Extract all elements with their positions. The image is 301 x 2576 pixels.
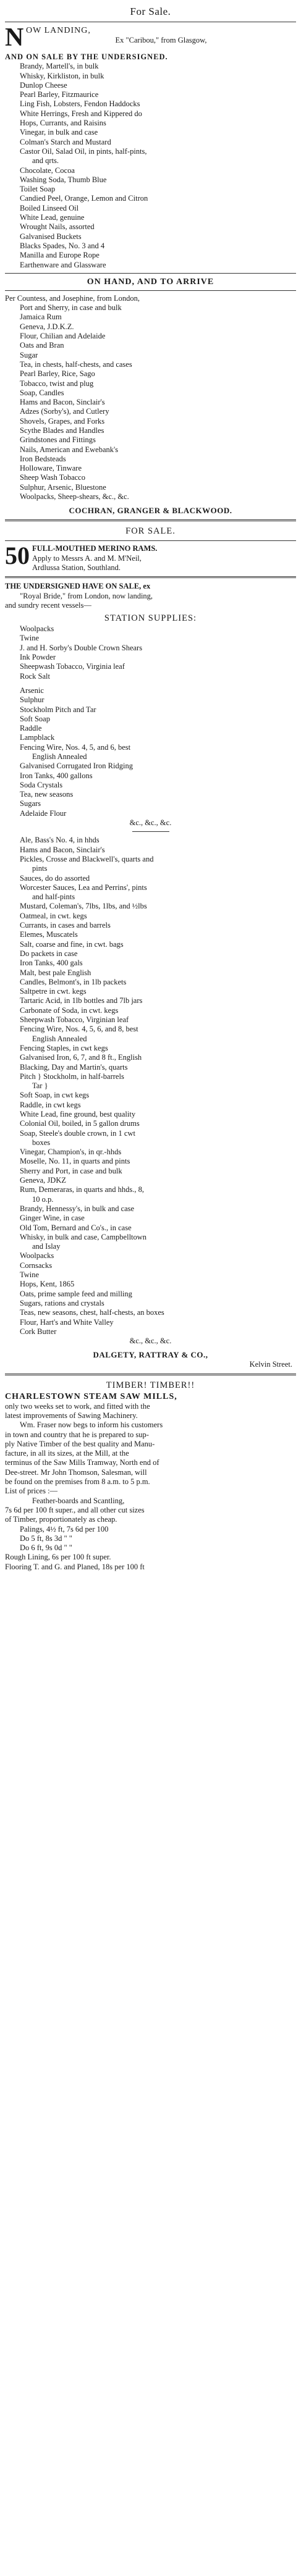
list-item: Iron Tanks, 400 gals [20,959,83,968]
list-item: Hops, Kent, 1865 [20,1280,75,1289]
divider [5,540,296,541]
list-item: Flour, Hart's and White Valley [20,1317,114,1327]
list-item: Toilet Soap [20,185,56,194]
list-item: Tobacco, twist and plug [20,379,94,388]
list-item: Brandy, Hennessy's, in bulk and case [20,1204,135,1213]
list-item: pints [32,864,48,873]
list-item: &c., &c., &c. [129,818,172,828]
list-item: Palings, 4½ ft, 7s 6d per 100 [20,1524,109,1533]
list-item: Elemes, Muscatels [20,930,78,939]
dalgety-intro-line: and sundry recent vessels— [5,600,91,610]
list-item: Salt, coarse and fine, in cwt. bags [20,939,124,949]
list-item: Raddle, in cwt kegs [20,1100,81,1109]
list-item: Lampblack [20,733,55,742]
list-item: Sulphur, Arsenic, Bluestone [20,482,106,492]
divider [5,290,296,291]
list-item: Nails, American and Ewebank's [20,445,119,454]
list-item: in town and country that he is prepared to sup- [5,1430,149,1439]
list-item: Blacks Spades, No. 3 and 4 [20,241,105,250]
list-item: Twine [20,1270,40,1280]
list-item: Colman's Starch and Mustard [20,137,111,146]
list-item: Pickles, Crosse and Blackwell's, quarts and [20,854,154,863]
list-item: only two weeks set to work, and fitted with the [5,1401,150,1411]
list-item: Soda Crystals [20,780,63,789]
list-item: White Lead, fine ground, best quality [20,1109,136,1118]
list-item: Carbonate of Soda, in cwt. kegs [20,1005,119,1015]
list-item: Raddle [20,724,42,733]
list-item: Sugar [20,350,38,359]
timber-advert [5,1379,296,1572]
list-item: Galvanised Corrugated Iron Ridging [20,761,133,771]
list-item: Fencing Wire, Nos. 4, 5, and 6, best [20,742,131,752]
list-item: White Lead, genuine [20,213,85,222]
list-item: Pearl Barley, Fitzmaurice [20,90,99,99]
list-item: Arsenic [20,686,44,695]
landing-items-list [5,62,296,270]
list-item: Adelaide Flour [20,808,67,818]
list-item: Do packets in case [20,949,78,958]
list-item: Woolpacks, Sheep-shears, &c., &c. [20,492,129,501]
list-item: be found on the premises from 8 a.m. to 5 p.m. [5,1477,150,1487]
list-item: Stockholm Pitch and Tar [20,705,96,714]
list-item: Holloware, Tinware [20,464,82,473]
list-item: Sugars [20,799,41,808]
list-item: Sherry and Port, in case and bulk [20,1166,122,1175]
general-items-list [5,836,296,1346]
dalgety-intro-line: THE UNDERSIGNED HAVE ON SALE, ex [5,582,151,591]
list-item: Earthenware and Glassware [20,260,106,269]
timber-body [5,1391,296,1572]
rams-advert [5,525,296,573]
station-items-list [5,624,296,828]
list-item: List of prices :— [5,1487,58,1496]
list-item: Soap, Candles [20,388,64,397]
list-item: Wm. Fraser now begs to inform his customers [20,1420,163,1430]
list-item: of Timber, proportionately as cheap. [5,1515,117,1524]
list-item: Hops, Currants, and Raisins [20,119,106,128]
list-item: Sugars, rations and crystals [20,1298,104,1307]
list-item: Woolpacks [20,1251,54,1261]
dalgety-advert [5,582,296,1369]
list-item: CHARLESTOWN STEAM SAW MILLS, [5,1391,177,1401]
cochran-advert [5,25,296,516]
list-item: Tea, new seasons [20,790,74,799]
list-item: Oatmeal, in cwt. kegs [20,911,87,920]
list-item: Iron Tanks, 400 gallons [20,771,93,780]
list-item: Tar } [32,1081,48,1091]
list-item: Soft Soap, in cwt kegs [20,1091,90,1100]
list-item: Ale, Bass's No. 4, in hhds [20,836,100,845]
now-landing-heading: OW LANDING, [26,26,91,35]
list-item: Worcester Sauces, Lea and Perrins', pints [20,883,147,892]
list-item: Chocolate, Cocoa [20,166,75,175]
list-item [5,681,296,686]
divider [5,576,296,578]
list-item: Boiled Linseed Oil [20,203,79,212]
list-item: latest improvements of Sawing Machinery. [5,1411,138,1420]
list-item: Soft Soap [20,714,50,723]
list-item: Hams and Bacon, Sinclair's [20,845,105,854]
short-divider [132,831,169,832]
advertiser-address: Kelvin Street. [249,1360,292,1369]
list-item: Sauces, do do assorted [20,873,90,883]
list-item: Blacking, Day and Martin's, quarts [20,1062,128,1072]
list-item: Galvanised Iron, 6, 7, and 8 ft., English [20,1053,142,1062]
list-item: Do 6 ft, 9s 0d " " [20,1543,72,1553]
rams-line: Ardlussa Station, Southland. [32,563,121,572]
list-item: Flooring T. and G. and Planed, 18s per 100 ft [5,1562,145,1571]
list-item: Do 5 ft, 8s 3d " " [20,1533,72,1543]
list-item: Galvanised Buckets [20,232,82,241]
list-item: Oats, prime sample feed and milling [20,1289,132,1298]
list-item: &c., &c., &c. [129,1336,172,1346]
list-item: Tartaric Acid, in 1lb bottles and 7lb jars [20,996,143,1005]
list-item: and Islay [32,1242,61,1251]
list-item: Rough Lining, 6s per 100 ft super. [5,1553,111,1562]
list-item: Mustard, Coleman's, 7lbs, 1lbs, and ½lbs [20,902,147,911]
list-item: Rock Salt [20,671,50,681]
list-item: Teas, new seasons, chest, half-chests, an boxes [20,1308,164,1317]
list-item: Ling Fish, Lobsters, Fendon Haddocks [20,99,140,109]
list-item: Vinegar, Champion's, in qr.-hhds [20,1147,122,1157]
sale-line: AND ON SALE BY THE UNDERSIGNED. [5,52,168,61]
list-item: J. and H. Sorby's Double Crown Shears [20,643,143,652]
list-item: Manilla and Europe Rope [20,251,100,260]
list-item: Castor Oil, Salad Oil, in pints, half-pints, [20,146,147,156]
list-item: terminus of the Saw Mills Tramway, North end of [5,1458,159,1467]
list-item: Whisky, in bulk and case, Campbelltown [20,1232,147,1241]
list-item: Dunlop Cheese [20,80,67,90]
rams-body [5,544,296,573]
rams-heading: FOR SALE. [125,526,176,537]
list-item: Shovels, Grapes, and Forks [20,416,105,426]
list-item: Moselle, No. 11, in quarts and pints [20,1157,130,1166]
list-item: Washing Soda, Thumb Blue [20,175,107,184]
list-item: Malt, best pale English [20,968,91,977]
list-item: Sheepwash Tobacco, Virginian leaf [20,1015,129,1025]
page-title: For Sale. [130,6,171,17]
list-item: Hams and Bacon, Sinclair's [20,398,105,407]
advertiser-signature: COCHRAN, GRANGER & BLACKWOOD. [69,506,232,516]
list-item: Candles, Belmont's, in 1lb packets [20,977,127,986]
divider [5,1374,296,1375]
list-item: Flour, Chilian and Adelaide [20,332,106,341]
station-supplies-heading: STATION SUPPLIES: [104,613,197,624]
list-item: Feather-boards and Scantling, [32,1496,125,1505]
list-item: Sheep Wash Tobacco [20,473,85,482]
list-item: and half-pints [32,892,75,902]
on-hand-heading: ON HAND, AND TO ARRIVE [87,277,214,287]
list-item: Vinegar, in bulk and case [20,128,98,137]
list-item: Ink Powder [20,653,56,662]
list-item: 10 o.p. [32,1194,54,1204]
list-item: Sulphur [20,695,45,705]
on-hand-items-list [5,294,296,502]
list-item: English Annealed [32,1034,87,1043]
ship-line: Ex "Caribou," from Glasgow, [115,36,207,44]
list-item: Brandy, Martell's, in bulk [20,62,99,71]
list-item: Geneva, J.D.K.Z. [20,322,74,331]
list-item: Old Tom, Bernard and Co's., in case [20,1223,132,1232]
list-item: Currants, in cases and barrels [20,921,111,930]
list-item: ply Native Timber of the best quality and Manu- [5,1439,155,1448]
list-item: 7s 6d per 100 ft super., and all other cut sizes [5,1505,145,1514]
list-item: Port and Sherry, in case and bulk [20,303,122,313]
list-item: Oats and Bran [20,341,64,350]
list-item: Geneva, JDKZ [20,1176,66,1185]
list-item: English Annealed [32,752,87,761]
list-item: and qrts. [32,156,59,166]
list-item: Adzes (Sorby's), and Cutlery [20,407,109,416]
list-item: Grindstones and Fittings [20,435,96,445]
list-item: Fencing Staples, in cwt kegs [20,1043,108,1052]
list-item: facture, in all its sizes, at the Mill, at the [5,1449,129,1458]
list-item: Whisky, Kirkliston, in bulk [20,71,104,80]
list-item: Candied Peel, Orange, Lemon and Citron [20,194,148,203]
list-item: Wrought Nails, assorted [20,222,95,232]
divider [5,519,296,521]
list-item: Soap, Steele's double crown, in 1 cwt [20,1128,135,1138]
rams-line: Apply to Messrs A. and M. M'Neil, [32,553,142,563]
list-item: Tea, in chests, half-chests, and cases [20,359,132,369]
list-item: Iron Bedsteads [20,454,66,463]
list-item: Colonial Oil, boiled, in 5 gallon drums [20,1119,140,1128]
list-item: Sheepwash Tobacco, Virginia leaf [20,662,125,671]
list-item: Ginger Wine, in case [20,1214,85,1223]
list-item: boxes [32,1138,51,1147]
list-item: Per Countess, and Josephine, from London, [5,293,140,303]
list-item: Rum, Demeraras, in quarts and hhds., 8, [20,1185,145,1194]
list-item: Fencing Wire, Nos. 4, 5, 6, and 8, best [20,1025,138,1034]
divider [5,273,296,274]
list-item: Dee-street. Mr John Thomson, Salesman, will [5,1467,147,1477]
rams-count: 50 [5,544,30,570]
list-item: Woolpacks [20,624,54,634]
rams-line: FULL-MOUTHED MERINO RAMS. [32,544,158,553]
list-item: Pitch } Stockholm, in half-barrels [20,1072,124,1081]
drop-cap: N [5,23,24,52]
now-landing-header [5,25,296,52]
list-item: Cornsacks [20,1261,53,1270]
list-item: Scythe Blades and Handles [20,426,104,435]
list-item: Twine [20,634,40,643]
list-item: Cork Butter [20,1327,57,1336]
timber-heading: TIMBER! TIMBER!! [106,1380,195,1390]
dalgety-intro-line: "Royal Bride," from London, now landing, [20,591,153,600]
list-item: White Herrings, Fresh and Kippered do [20,109,142,118]
list-item: Pearl Barley, Rice, Sago [20,369,95,379]
list-item: Jamaica Rum [20,313,62,322]
list-item: Saltpetre in cwt. kegs [20,987,87,996]
advertiser-signature: DALGETY, RATTRAY & CO., [93,1350,208,1360]
